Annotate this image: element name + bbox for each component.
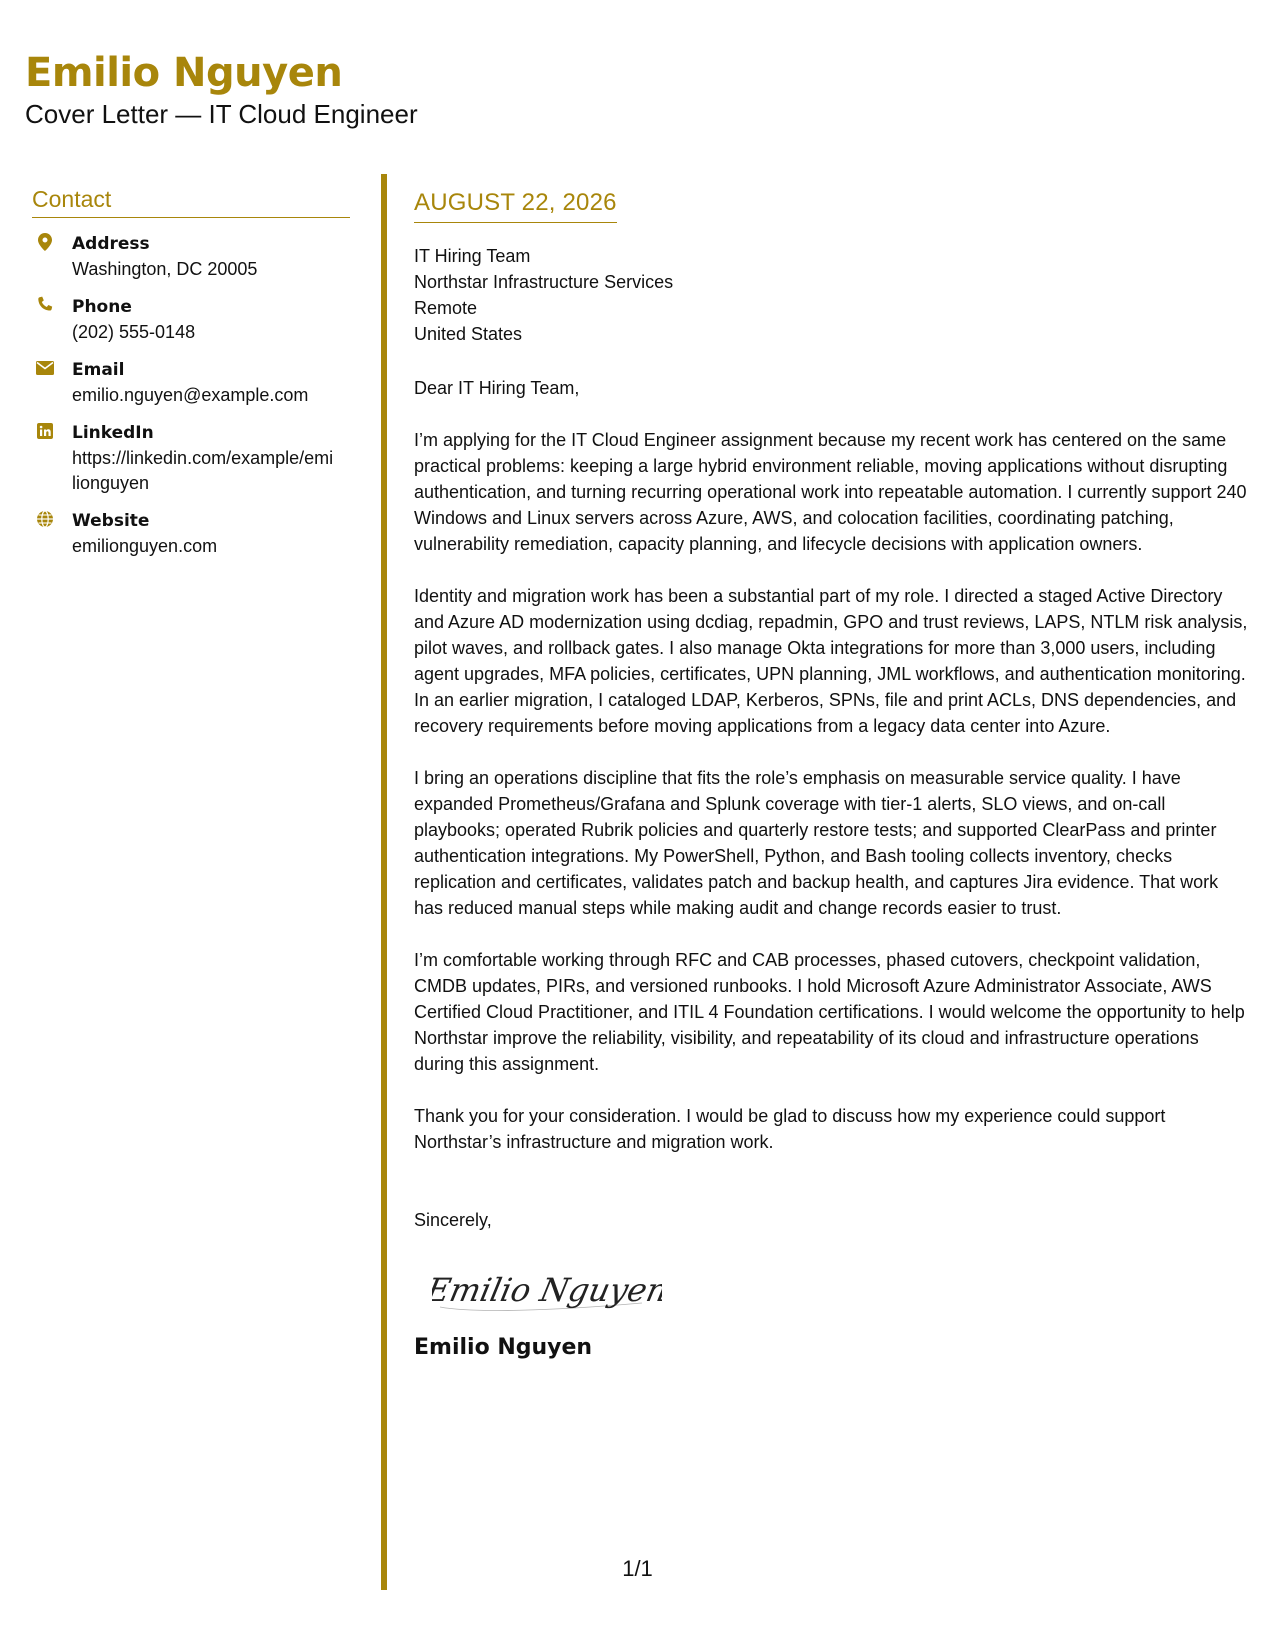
contact-value: https://linkedin.com/example/emilionguyen bbox=[72, 448, 334, 493]
letter-body bbox=[414, 190, 1252, 1361]
map-pin-icon bbox=[36, 233, 54, 251]
signed-name: Emilio Nguyen bbox=[414, 1335, 593, 1360]
document-subtitle: Cover Letter — IT Cloud Engineer bbox=[25, 99, 418, 129]
signature-drawing bbox=[432, 1257, 662, 1321]
linkedin-icon bbox=[36, 422, 54, 440]
contact-value: emilio.nguyen@example.com bbox=[72, 385, 309, 405]
body-paragraph: I’m comfortable working through RFC and CAB processes, phased cutovers, checkpoint validation, CMDB updates, PIRs, and versioned runbooks. I hold Microsoft Azure Administrator Associate, AWS Certified Cloud Practitioner, and ITIL 4 Foundation certifications. I would welcome the opportunity to help Northstar improve the reliability, visibility, and repeatability of its cloud and infrastructure operations during this assignment. bbox=[414, 950, 1245, 1074]
page-number bbox=[0, 1556, 1275, 1582]
contact-sidebar bbox=[32, 186, 350, 572]
signature-text: Emilio Nguyen bbox=[432, 1271, 662, 1309]
contact-linkedin bbox=[32, 421, 350, 496]
recipient-line: Remote bbox=[414, 298, 478, 318]
column-divider bbox=[381, 174, 387, 1590]
contact-value: emilionguyen.com bbox=[72, 536, 218, 556]
contact-label: Address bbox=[72, 234, 150, 254]
contact-value: (202) 555-0148 bbox=[72, 322, 196, 342]
contact-email bbox=[32, 358, 350, 408]
contact-label: Website bbox=[72, 511, 150, 531]
body-paragraph: Identity and migration work has been a substantial part of my role. I directed a staged Active Directory and Azure AD modernization using dcdiag, repadmin, GPO and trust reviews, LAPS, NTLM risk analysis, pilot waves, and rollback gates. I also manage Okta integrations for more than 3,000 users, including agent upgrades, MFA policies, certificates, UPN planning, JML workflows, and authentication monitoring. In an earlier migration, I cataloged LDAP, Kerberos, SPNs, file and print ACLs, DNS dependencies, and recovery requirements before moving applications from a legacy data center into Azure. bbox=[414, 586, 1248, 736]
phone-icon bbox=[36, 296, 54, 314]
page-number-text: 1/1 bbox=[622, 1556, 653, 1581]
recipient-line: United States bbox=[414, 324, 523, 344]
contact-address bbox=[32, 232, 350, 282]
letter-header bbox=[25, 48, 418, 130]
recipient-line: IT Hiring Team bbox=[414, 246, 531, 266]
contact-value: Washington, DC 20005 bbox=[72, 259, 258, 279]
closing: Sincerely, bbox=[414, 1210, 492, 1230]
body-paragraph: I bring an operations discipline that fits the role’s emphasis on measurable service quality. I have expanded Prometheus/Grafana and Splunk coverage with tier-1 alerts, SLO views, and on-call playbooks; operated Rubrik policies and quarterly restore tests; and supported ClearPass and printer authentication integrations. My PowerShell, Python, and Bash tooling collects inventory, checks replication and certificates, validates patch and backup health, and captures Jira evidence. That work has reduced manual steps while making audit and change records easier to trust. bbox=[414, 768, 1219, 918]
letter-date: AUGUST 22, 2026 bbox=[414, 190, 617, 223]
recipient-block bbox=[414, 243, 1252, 347]
body-paragraph: I’m applying for the IT Cloud Engineer assignment because my recent work has centered on the same practical problems: keeping a large hybrid environment reliable, moving applications without disrupting authentication, and turning recurring operational work into repeatable automation. I currently support 240 Windows and Linux servers across Azure, AWS, and colocation facilities, coordinating patching, vulnerability remediation, capacity planning, and lifecycle decisions with application owners. bbox=[414, 430, 1247, 554]
salutation: Dear IT Hiring Team, bbox=[414, 378, 580, 398]
recipient-line: Northstar Infrastructure Services bbox=[414, 272, 674, 292]
contact-heading: Contact bbox=[32, 186, 350, 218]
handwritten-signature bbox=[432, 1257, 1252, 1321]
applicant-name: Emilio Nguyen bbox=[25, 50, 343, 96]
contact-label: Phone bbox=[72, 297, 132, 317]
contact-phone bbox=[32, 295, 350, 345]
envelope-icon bbox=[36, 359, 54, 377]
contact-label: LinkedIn bbox=[72, 423, 154, 443]
contact-website bbox=[32, 509, 350, 559]
body-paragraph: Thank you for your consideration. I would be glad to discuss how my experience could support Northstar’s infrastructure and migration work. bbox=[414, 1106, 1166, 1152]
contact-label: Email bbox=[72, 360, 125, 380]
globe-icon bbox=[36, 510, 54, 528]
